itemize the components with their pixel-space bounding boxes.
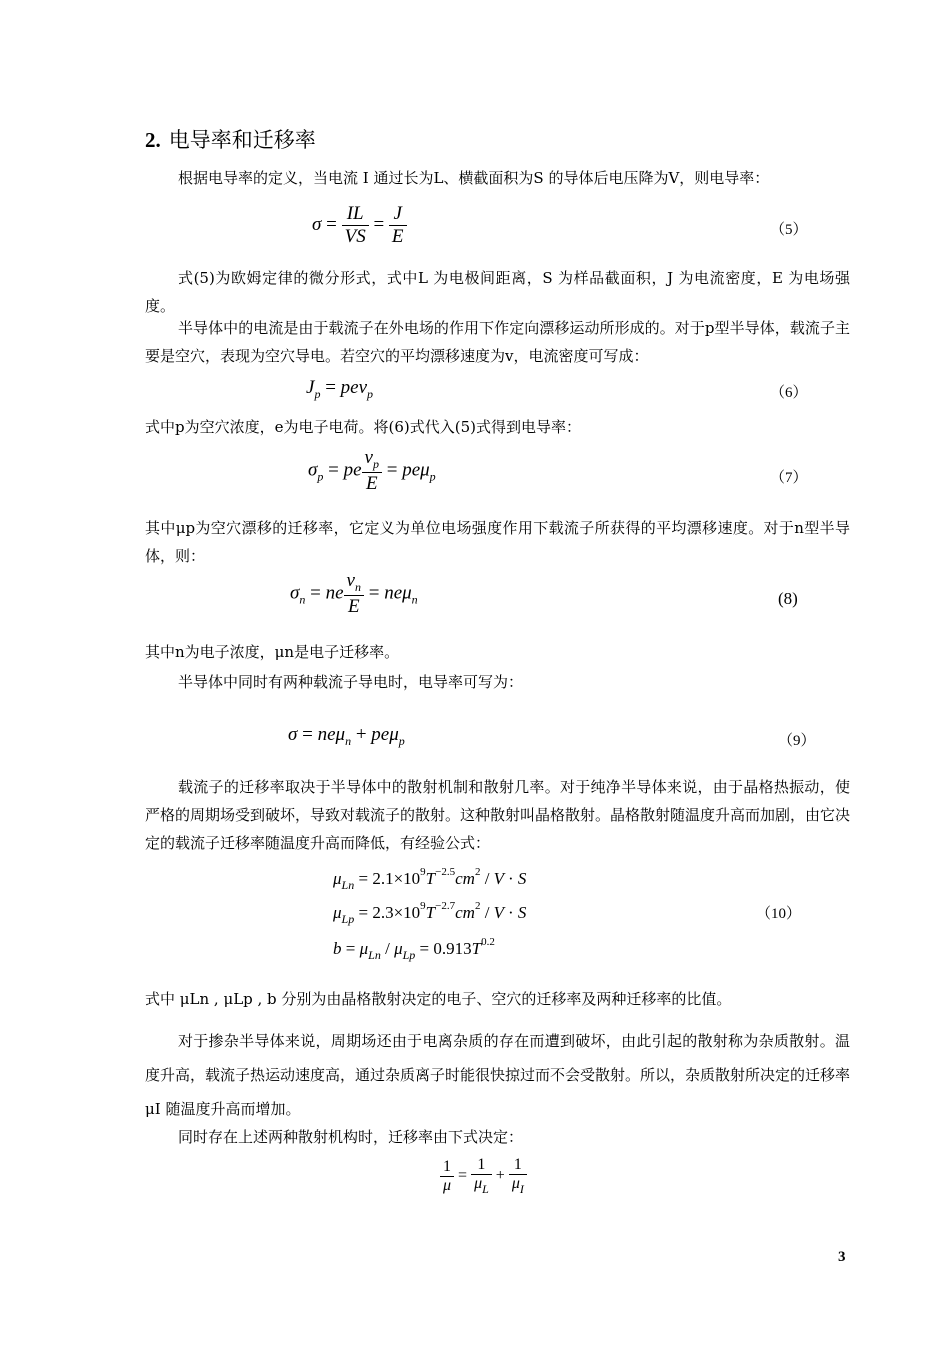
equation-8: $\sigma_n$ = ne $\frac{v_n}{E}$ = neμ$_n$ [290,570,418,617]
paragraph-8: 载流子的迁移率取决于半导体中的散射机制和散射几率。对于纯净半导体来说，由于晶格热振动，使严格的周期场受到破坏，导致对载流子的散射。这种散射叫晶格散射。晶格散射随温度升高而加剧，由它决定的载流子迁移率随温度升高而降低，有经验公式： [145,778,851,852]
equation-10c: $b = \mu_{Ln} / \mu_{Lp} = 0.913T^{0.2}$ [333,936,495,962]
paragraph-1: 根据电导率的定义，当电流 I 通过长为L、横截面积为S 的导体后电压降为V，则电导率： [178,169,770,187]
equation-number-7: （7） [770,470,808,486]
paragraph-3: 半导体中的电流是由于载流子在外电场的作用下作定向漂移运动所形成的。对于p型半导体，载流子主要是空穴，表现为空穴导电。若空穴的平均漂移速度为v，电流密度可写成： [145,319,850,365]
equation-11: $\frac{1}{\mu}$ = $\frac{1}{\mu_L}$ + $\frac{1}{\mu_I}$ [440,1156,527,1197]
equation-7: $\sigma_p$ = pe $\frac{v_p}{E}$ = peμ$_p$ [308,447,436,494]
equation-5: σ = $\frac{IL}{VS}$ = $\frac{J}{E}$ [312,203,407,248]
section-title: 电导率和迁移率 [168,128,316,152]
equation-10a: $\mu_{Ln} = 2.1\times 10^9T^{-2.5}cm^2 / V \cdot S$ [333,866,527,892]
equation-number-8: (8) [778,589,798,608]
paragraph-10: 对于掺杂半导体来说，周期场还由于电离杂质的存在而遭到破坏，由此引起的散射称为杂质散射。温度升高，载流子热运动速度高，通过杂质离子时能很快掠过而不会受散射。所以，杂质散射所决定的迁移率 μI 随温度升高而增加。 [145,1032,851,1118]
section-number: 2. [145,128,161,152]
section-heading [145,124,316,154]
paragraph-2: 式(5)为欧姆定律的微分形式，式中L 为电极间距离，S 为样品截面积，J 为电流密度，E 为电场强度。 [145,269,850,315]
equation-number-10: （10） [756,906,802,922]
equation-number-6: （6） [770,385,808,401]
equation-6: $J_p = pev_p$ [306,377,374,401]
paragraph-9: 式中 μLn , μLp , b 分别为由晶格散射决定的电子、空穴的迁移率及两种迁移率的比值。 [145,990,732,1008]
paragraph-6: 其中n为电子浓度，μn是电子迁移率。 [145,643,400,661]
equation-number-9: （9） [778,733,816,749]
page-number: 3 [838,1249,846,1265]
equation-number-5: （5） [770,222,808,238]
paragraph-11: 同时存在上述两种散射机构时，迁移率由下式决定： [178,1128,524,1146]
paragraph-5: 其中μp为空穴漂移的迁移率，它定义为单位电场强度作用下载流子所获得的平均漂移速度。对于n型半导体，则： [145,519,850,565]
paragraph-7: 半导体中同时有两种载流子导电时，电导率可写为： [178,673,524,691]
paragraph-4: 式中p为空穴浓度，e为电子电荷。将(6)式代入(5)式得到电导率： [145,418,581,436]
equation-9: σ = neμ$_n$ + peμ$_p$ [288,724,405,748]
equation-10b: $\mu_{Lp} = 2.3\times 10^9T^{-2.7}cm^2 / V \cdot S$ [333,900,527,926]
